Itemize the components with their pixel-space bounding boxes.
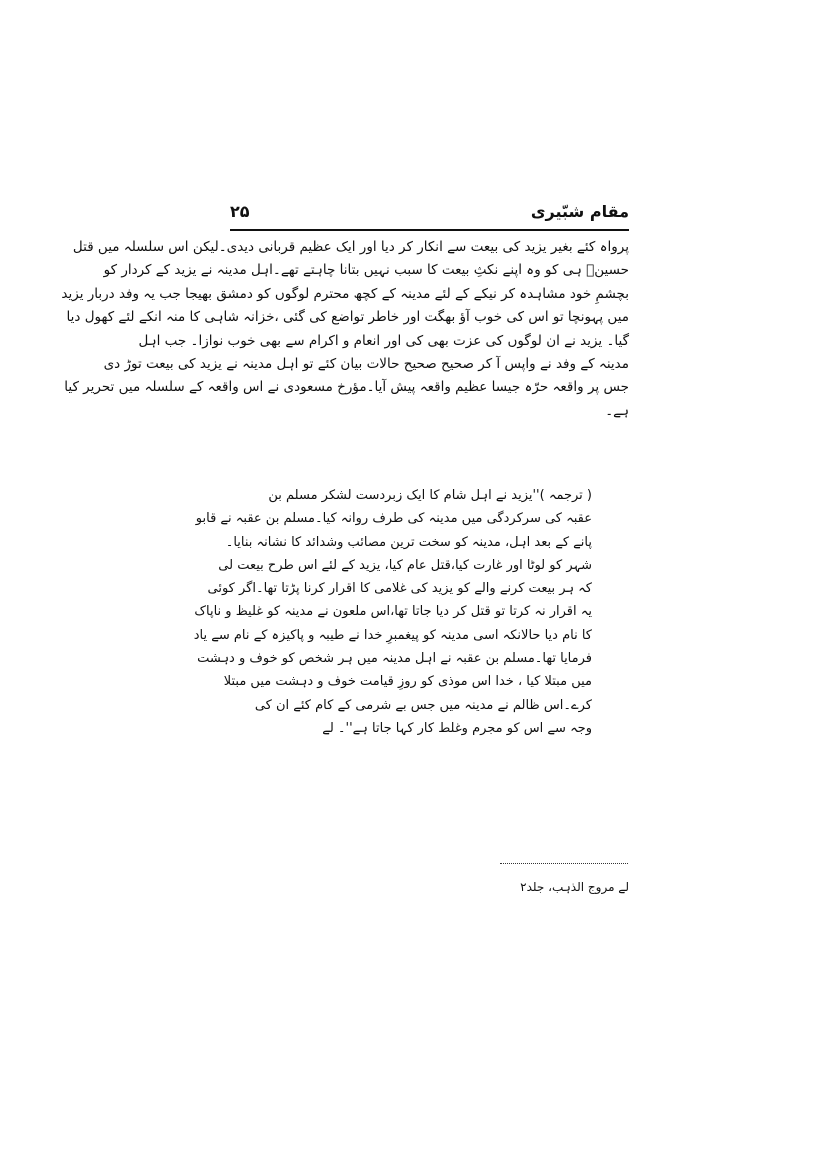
body-paragraph	[61, 236, 629, 423]
quote-line: عقبہ کی سرکردگی میں مدینہ کی طرف روانہ کیا۔مسلم بن عقبہ نے قابو	[195, 511, 592, 527]
block-quote	[193, 484, 592, 740]
body-line: گیا۔ یزید نے ان لوگوں کی عزت بھی کی اور انعام و اکرام سے بھی خوب نوازا۔ جب اہل	[138, 332, 629, 349]
quote-line: کہ ہر بیعت کرنے والے کو یزید کی غلامی کا اقرار کرنا پڑتا تھا۔اگر کوئی	[207, 581, 592, 597]
body-line: ہے۔	[605, 402, 629, 419]
quote-line: یہ اقرار نہ کرتا تو قتل کر دیا جاتا تھا،اس ملعون نے مدینہ کو غلیظ و ناپاک	[194, 604, 592, 620]
running-title: مقام شبّیری	[530, 202, 629, 221]
quote-line: کا نام دیا حالانکہ اسی مدینہ کو پیغمبرِ خدا نے طیبہ و پاکیزہ کے نام سے یاد	[193, 627, 592, 643]
body-line: میں پہونچا تو اس کی خوب آؤ بھگت اور خاطر تواضع کی گئی ،خزانہ شاہی کا منہ انکے لئے کھول دیا	[66, 309, 629, 326]
quote-line: میں مبتلا کیا ، خدا اس موذی کو روزِ قیامت خوف و دہشت میں مبتلا	[223, 674, 592, 690]
quote-line: ( ترجمہ )''یزید نے اہل شام کا ایک زبردست لشکر مسلم بن	[268, 488, 592, 503]
page-header	[230, 200, 629, 228]
quote-line: پانے کے بعد اہل، مدینہ کو سخت ترین مصائب وشدائد کا نشانہ بنایا۔	[225, 534, 592, 550]
page-number: ۲۵	[230, 202, 250, 221]
body-line: مدینہ کے وفد نے واپس آ کر صحیح صحیح حالات بیان کئے تو اہل مدینہ نے یزید کی بیعت توڑ دی	[103, 355, 629, 372]
quote-line: وجہ سے اس کو مجرم وغلط کار کہا جاتا ہے''۔ لے	[322, 720, 592, 736]
body-line: پرواہ کئے بغیر یزید کی بیعت سے انکار کر دیا اور ایک عظیم قربانی دیدی۔لیکن اس سلسلہ میں قتل	[72, 239, 629, 255]
footnote: لے مروج الذہب، جلد۲	[520, 880, 629, 894]
quote-line: کرے۔اس ظالم نے مدینہ میں جس بے شرمی کے کام کئے ان کی	[254, 697, 592, 713]
body-line: حسینؑ ہی کو وہ اپنے نکثِ بیعت کا سبب نہیں بتانا چاہتے تھے۔اہل مدینہ نے یزید کے کردار کو	[103, 262, 629, 279]
body-line: بچشمِ خود مشاہدہ کر نیکے کے لئے مدینہ کے کچھ محترم لوگوں کو دمشق بھیجا جب یہ وفد دربار یزید	[61, 285, 629, 302]
footnote-separator	[500, 863, 628, 864]
header-rule	[230, 229, 629, 231]
quote-line: فرمایا تھا۔مسلم بن عقبہ نے اہل مدینہ میں ہر شخص کو خوف و دہشت	[197, 651, 592, 667]
body-line: جس پر واقعہ حرّہ جیسا عظیم واقعہ پیش آیا۔مؤرخ مسعودی نے اس واقعہ کے سلسلہ میں تحریر کیا	[64, 379, 629, 396]
quote-line: شہر کو لوٹا اور غارت کیا،قتل عام کیا، یزید کے لئے اس طرح بیعت لی	[218, 557, 592, 573]
